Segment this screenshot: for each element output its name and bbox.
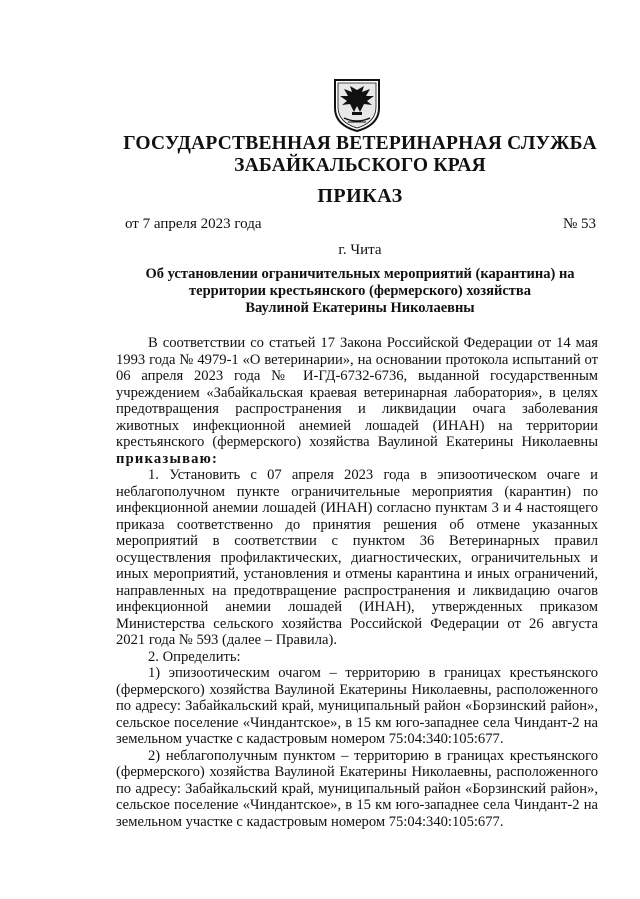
agency-name-line2: ЗАБАЙКАЛЬСКОГО КРАЯ (234, 155, 486, 176)
item-1: 1. Установить с 07 апреля 2023 года в эпизоотическом очаге и неблагополучном пункте ограничительные мероприятия (карантин) по инфекционной анемии лошадей (ИНАН) согласно пунктам 3 и 4 настоящего приказа соответственно до принятия решения об отмене указанных мероприятий в соответствии с пунктом 36 Ветеринарных правил осуществления профилактических, диагностических, ограничительных и иных мероприятий, установления и отмены карантина и иных ограничений, направленных на предотвращение распространения и ликвидацию очагов инфекционной анемии лошадей (ИНАН), утвержденных приказом Министерства сельского хозяйства Российской Федерации от 26 августа 2021 года № 593 (далее – Правила). (116, 467, 598, 648)
subject-line1: Об установлении ограничительных мероприятий (карантина) на (145, 266, 575, 282)
item-2-2: 2) неблагополучным пунктом – территорию в границах крестьянского (фермерского) хозяйства Ваулиной Екатерины Николаевны, расположенного по адресу: Забайкальский край, муниципальный район «Борзинский район», сельское поселение «Чиндантское», в 15 км юго-западнее села Чиндант-2 на земельном участке с кадастровым номером 75:04:340:105:677. (116, 747, 598, 830)
subject-line2: территории крестьянского (фермерского) хозяйства (189, 283, 531, 299)
document-type: ПРИКАЗ (317, 185, 403, 207)
coat-of-arms-icon (332, 78, 382, 132)
agency-name-line1: ГОСУДАРСТВЕННАЯ ВЕТЕРИНАРНАЯ СЛУЖБА (123, 133, 597, 154)
order-body (116, 335, 598, 830)
order-date: от 7 апреля 2023 года (125, 216, 262, 232)
preamble-text: В соответствии со статьей 17 Закона Российской Федерации от 14 мая 1993 года № 4979-1 «О ветеринарии», на основании протокола испытаний от 06 апреля 2023 года № И-ГД-6732-6736, выданной государственным учреждением «Забайкальская краевая ветеринарная лаборатория», в целях предотвращения распространения и ликвидации очага заболевания животных инфекционной анемией лошадей (ИНАН) на территории крестьянского (фермерского) хозяйства Ваулиной Екатерины Николаевны (116, 335, 598, 450)
order-number: № 53 (562, 216, 596, 232)
subject-line3: Ваулиной Екатерины Николаевны (245, 300, 475, 316)
item-2: 2. Определить: (148, 648, 241, 665)
preamble-paragraph (116, 335, 598, 467)
preamble-keyword: приказываю: (116, 450, 219, 467)
item-2-1: 1) эпизоотическим очагом – территорию в границах крестьянского (фермерского) хозяйства Ваулиной Екатерины Николаевны, расположенного по адресу: Забайкальский край, муниципальный район «Борзинский район», сельское поселение «Чиндантское», в 15 км юго-западнее села Чиндант-2 на земельном участке с кадастровым номером 75:04:340:105:677. (116, 665, 598, 747)
order-city: г. Чита (338, 242, 382, 258)
order-subject (120, 266, 600, 317)
